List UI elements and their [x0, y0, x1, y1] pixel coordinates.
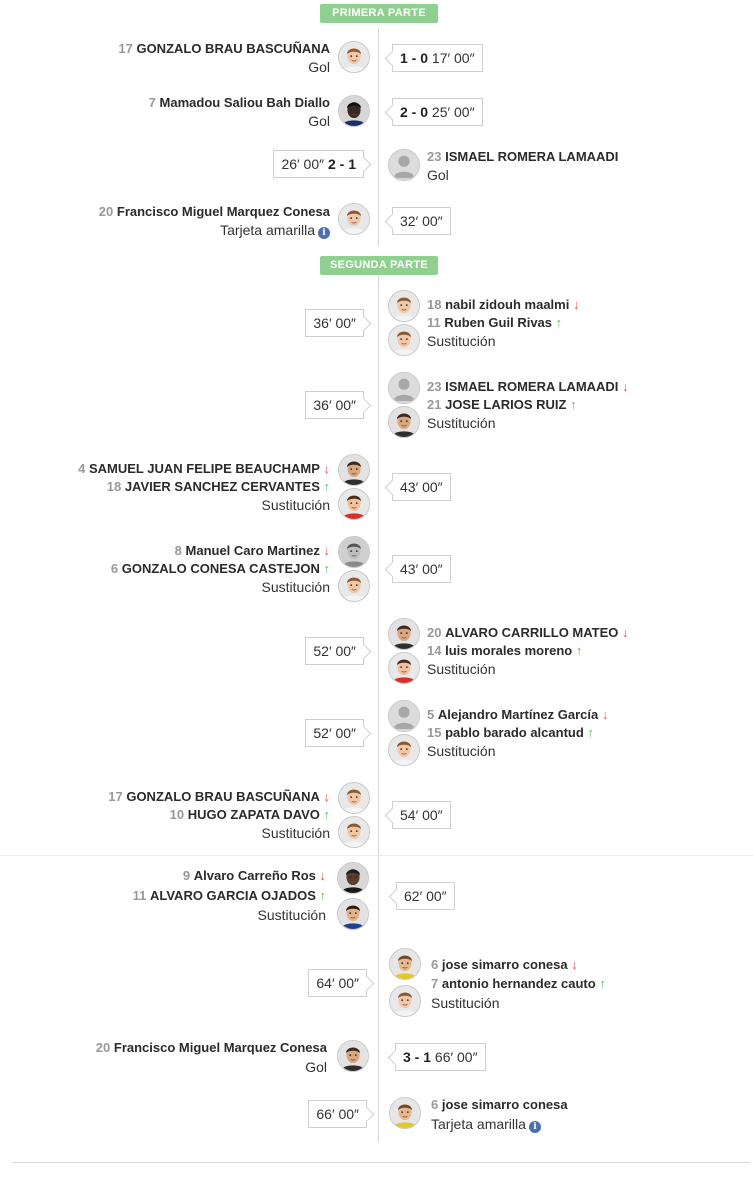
info-icon[interactable]: i: [318, 227, 330, 239]
player-number: 20: [95, 1040, 111, 1055]
avatar-eye: [350, 109, 352, 111]
player-out-number: 9: [182, 868, 191, 883]
event-substitution: [0, 454, 753, 520]
player-out-name[interactable]: nabil zidouh maalmi: [445, 297, 570, 312]
player-out-name[interactable]: SAMUEL JUAN FELIPE BEAUCHAMP: [88, 461, 320, 476]
player-out-number: 20: [427, 625, 442, 640]
arrow-up-icon: ↑: [570, 397, 577, 412]
avatar-eye: [350, 796, 352, 798]
avatar-eye: [350, 830, 352, 832]
event-type-label: Sustitución: [427, 333, 496, 349]
event-type-label: Gol: [308, 113, 330, 129]
event-time: 32′ 00″: [400, 213, 443, 229]
event-time-box: [273, 150, 364, 178]
avatar-eye: [400, 666, 402, 668]
avatar-eye: [350, 217, 352, 219]
player-number: 17: [118, 41, 133, 56]
avatar-eye: [406, 304, 408, 306]
event-goal: [0, 94, 753, 130]
player-in-number: 18: [106, 479, 122, 494]
player-photo[interactable]: [338, 570, 370, 602]
avatar-eye: [407, 1111, 409, 1113]
player-photo[interactable]: [338, 488, 370, 520]
avatar-eye: [350, 468, 352, 470]
player-photo[interactable]: [388, 324, 420, 356]
event-time: 52′ 00″: [313, 725, 356, 741]
player-number: 7: [148, 95, 156, 110]
player-photo[interactable]: [338, 41, 370, 73]
player-name[interactable]: Mamadou Saliou Bah Diallo: [159, 95, 330, 110]
event-type-label: Tarjeta amarilla: [220, 222, 315, 238]
player-out-name[interactable]: GONZALO BRAU BASCUÑANA: [126, 789, 320, 804]
avatar-eye: [355, 876, 357, 878]
player-in-name[interactable]: JAVIER SANCHEZ CERVANTES: [124, 479, 320, 494]
avatar-eye: [400, 304, 402, 306]
event-yellow-card: [0, 1096, 753, 1134]
avatar-head: [398, 379, 409, 390]
arrow-up-icon: ↑: [323, 807, 330, 822]
event-type-label: Sustitución: [427, 415, 496, 431]
event-time: 64′ 00″: [316, 975, 359, 991]
player-photo[interactable]: [388, 406, 420, 438]
event-time: 36′ 00″: [313, 397, 356, 413]
avatar-eye: [400, 748, 402, 750]
event-type-label: Sustitución: [261, 497, 330, 513]
avatar-eye: [350, 55, 352, 57]
player-out-name[interactable]: Alvaro Carreño Ros: [193, 868, 316, 883]
arrow-down-icon: ↓: [323, 543, 330, 558]
event-substitution: [0, 948, 753, 1018]
player-out-number: 6: [431, 957, 439, 972]
event-substitution: [0, 618, 753, 684]
avatar-eye: [350, 584, 352, 586]
player-out-name[interactable]: jose simarro conesa: [441, 957, 568, 972]
avatar-eye: [356, 830, 358, 832]
event-time-box: [305, 309, 364, 337]
avatar-eye: [356, 502, 358, 504]
avatar-eye: [349, 912, 351, 914]
section-badge-second-half: SEGUNDA PARTE: [320, 256, 438, 275]
player-photo[interactable]: [338, 816, 370, 848]
event-time-box: [392, 207, 451, 235]
avatar-eye: [355, 912, 357, 914]
player-in-number: 11: [427, 315, 441, 330]
player-photo[interactable]: [338, 782, 370, 814]
avatar-eye: [349, 1054, 351, 1056]
player-photo[interactable]: [389, 985, 421, 1017]
player-out-name[interactable]: Alejandro Martínez García: [437, 707, 599, 722]
avatar-eye: [406, 338, 408, 340]
avatar-eye: [356, 217, 358, 219]
player-name[interactable]: GONZALO BRAU BASCUÑANA: [136, 41, 330, 56]
divider: [0, 855, 753, 856]
player-in-number: 7: [431, 976, 439, 991]
player-photo[interactable]: [337, 862, 369, 894]
event-type-label: Sustitución: [427, 661, 496, 677]
event-type-label: Sustitución: [261, 825, 330, 841]
avatar-eye: [400, 632, 402, 634]
avatar-eye: [349, 876, 351, 878]
player-photo[interactable]: [388, 290, 420, 322]
player-photo[interactable]: [388, 734, 420, 766]
event-time-box: [308, 969, 367, 997]
score: 1 - 0: [400, 50, 429, 66]
section-badge-first-half: PRIMERA PARTE: [320, 4, 438, 23]
player-name[interactable]: ISMAEL ROMERA LAMAADI: [445, 149, 619, 164]
avatar-eye: [400, 338, 402, 340]
avatar-eye: [355, 1054, 357, 1056]
score: 3 - 1: [403, 1049, 432, 1065]
event-time: 52′ 00″: [313, 643, 356, 659]
event-substitution: [0, 290, 753, 356]
event-yellow-card: [0, 203, 753, 239]
arrow-up-icon: ↑: [587, 725, 594, 740]
event-time-box: [392, 555, 451, 583]
player-out-number: 17: [108, 789, 123, 804]
event-time: 66′ 00″: [316, 1106, 359, 1122]
event-time-box: [305, 391, 364, 419]
event-time: 43′ 00″: [400, 479, 443, 495]
event-time-box: [392, 801, 451, 829]
event-goal: [0, 148, 753, 184]
event-goal: [0, 1039, 753, 1077]
event-type-label: Gol: [308, 59, 330, 75]
player-photo[interactable]: [337, 898, 369, 930]
event-time-box: [392, 473, 451, 501]
arrow-down-icon: ↓: [571, 957, 578, 972]
avatar-eye: [350, 550, 352, 552]
event-time-box: [396, 882, 455, 910]
avatar-head: [398, 707, 409, 718]
event-type-label: Sustitución: [427, 743, 496, 759]
player-photo[interactable]: [388, 652, 420, 684]
arrow-up-icon: ↑: [555, 315, 563, 330]
player-photo[interactable]: [388, 618, 420, 650]
player-in-number: 6: [110, 561, 119, 576]
placeholder-avatar-icon[interactable]: [388, 372, 420, 404]
arrow-up-icon: ↑: [599, 976, 606, 991]
avatar-eye: [400, 420, 402, 422]
event-substitution: [0, 862, 753, 932]
event-type-label: Gol: [305, 1059, 327, 1075]
arrow-up-icon: ↑: [323, 479, 330, 494]
bottom-divider: [12, 1162, 750, 1163]
event-time: 43′ 00″: [400, 561, 443, 577]
arrow-down-icon: ↓: [601, 707, 609, 722]
player-in-number: 15: [427, 725, 442, 740]
player-out-name[interactable]: ISMAEL ROMERA LAMAADI: [445, 379, 619, 394]
arrow-up-icon: ↑: [323, 561, 330, 576]
player-in-name[interactable]: Ruben Guil Rivas: [444, 315, 553, 330]
avatar-eye: [401, 999, 403, 1001]
player-number: 23: [427, 149, 442, 164]
arrow-down-icon: ↓: [319, 868, 326, 883]
player-in-number: 10: [169, 807, 185, 822]
event-type-label: Sustitución: [431, 995, 500, 1011]
event-time-box: [395, 1043, 486, 1071]
event-time-box: [392, 98, 483, 126]
avatar-eye: [356, 796, 358, 798]
player-photo[interactable]: [338, 203, 370, 235]
player-in-name[interactable]: pablo barado alcantud: [445, 725, 584, 740]
event-substitution: [0, 372, 753, 438]
player-photo[interactable]: [338, 454, 370, 486]
event-type-label: Tarjeta amarilla: [431, 1116, 526, 1132]
avatar-eye: [406, 666, 408, 668]
player-out-number: 8: [174, 543, 182, 558]
score: 2 - 0: [400, 104, 429, 120]
player-in-number: 11: [132, 888, 147, 903]
arrow-down-icon: ↓: [622, 625, 629, 640]
player-name[interactable]: Francisco Miguel Marquez Conesa: [113, 1040, 327, 1055]
player-out-number: 23: [427, 379, 442, 394]
event-time: 54′ 00″: [400, 807, 443, 823]
event-time-box: [305, 637, 364, 665]
avatar-eye: [401, 962, 403, 964]
info-icon[interactable]: i: [529, 1121, 541, 1133]
avatar-eye: [407, 999, 409, 1001]
player-in-name[interactable]: JOSE LARIOS RUIZ: [445, 397, 567, 412]
player-photo[interactable]: [338, 95, 370, 127]
avatar-eye: [356, 584, 358, 586]
event-time: 17′ 00″: [431, 50, 475, 66]
event-substitution: [0, 536, 753, 602]
player-name[interactable]: Francisco Miguel Marquez Conesa: [116, 204, 330, 219]
player-photo[interactable]: [389, 948, 421, 980]
avatar-eye: [350, 502, 352, 504]
avatar-eye: [356, 468, 358, 470]
avatar-eye: [406, 632, 408, 634]
player-in-name[interactable]: HUGO ZAPATA DAVO: [187, 807, 320, 822]
player-name[interactable]: jose simarro conesa: [441, 1097, 568, 1112]
arrow-up-icon: ↑: [575, 643, 583, 658]
arrow-down-icon: ↓: [622, 379, 629, 394]
player-photo[interactable]: [338, 536, 370, 568]
player-photo[interactable]: [389, 1097, 421, 1129]
event-time-box: [308, 1100, 367, 1128]
player-in-name[interactable]: antonio hernandez cauto: [441, 976, 596, 991]
event-goal: [0, 40, 753, 76]
player-out-number: 4: [78, 461, 86, 476]
player-number: 6: [431, 1097, 439, 1112]
event-substitution: [0, 700, 753, 766]
player-out-number: 5: [427, 707, 435, 722]
player-in-number: 14: [427, 643, 442, 658]
avatar-head: [398, 156, 409, 167]
arrow-down-icon: ↓: [323, 461, 330, 476]
player-in-name[interactable]: ALVARO GARCIA OJADOS: [149, 888, 316, 903]
player-number: 20: [98, 204, 114, 219]
avatar-eye: [407, 962, 409, 964]
event-substitution: [0, 782, 753, 848]
player-in-name[interactable]: GONZALO CONESA CASTEJON: [121, 561, 320, 576]
arrow-down-icon: ↓: [572, 297, 580, 312]
event-time-box: [305, 719, 364, 747]
event-type-label: Sustitución: [257, 907, 326, 923]
player-out-number: 18: [427, 297, 442, 312]
avatar-eye: [356, 550, 358, 552]
player-in-name[interactable]: luis morales moreno: [445, 643, 573, 658]
player-photo[interactable]: [337, 1040, 369, 1072]
placeholder-avatar-icon[interactable]: [388, 149, 420, 181]
placeholder-avatar-icon[interactable]: [388, 700, 420, 732]
event-time: 62′ 00″: [404, 888, 447, 904]
avatar-eye: [406, 420, 408, 422]
event-type-label: Sustitución: [261, 579, 330, 595]
event-time: 26′ 00″: [281, 156, 325, 172]
avatar-eye: [401, 1111, 403, 1113]
avatar-eye: [356, 109, 358, 111]
event-time: 25′ 00″: [431, 104, 475, 120]
event-time: 36′ 00″: [313, 315, 356, 331]
avatar-eye: [406, 748, 408, 750]
avatar-eye: [356, 55, 358, 57]
player-out-name[interactable]: Manuel Caro Martinez: [185, 543, 320, 558]
event-time: 66′ 00″: [434, 1049, 478, 1065]
arrow-down-icon: ↓: [323, 789, 330, 804]
event-type-label: Gol: [427, 167, 449, 183]
player-out-name[interactable]: ALVARO CARRILLO MATEO: [445, 625, 619, 640]
player-in-number: 21: [427, 397, 442, 412]
score: 2 - 1: [327, 156, 356, 172]
event-time-box: [392, 44, 483, 72]
arrow-up-icon: ↑: [319, 888, 326, 903]
